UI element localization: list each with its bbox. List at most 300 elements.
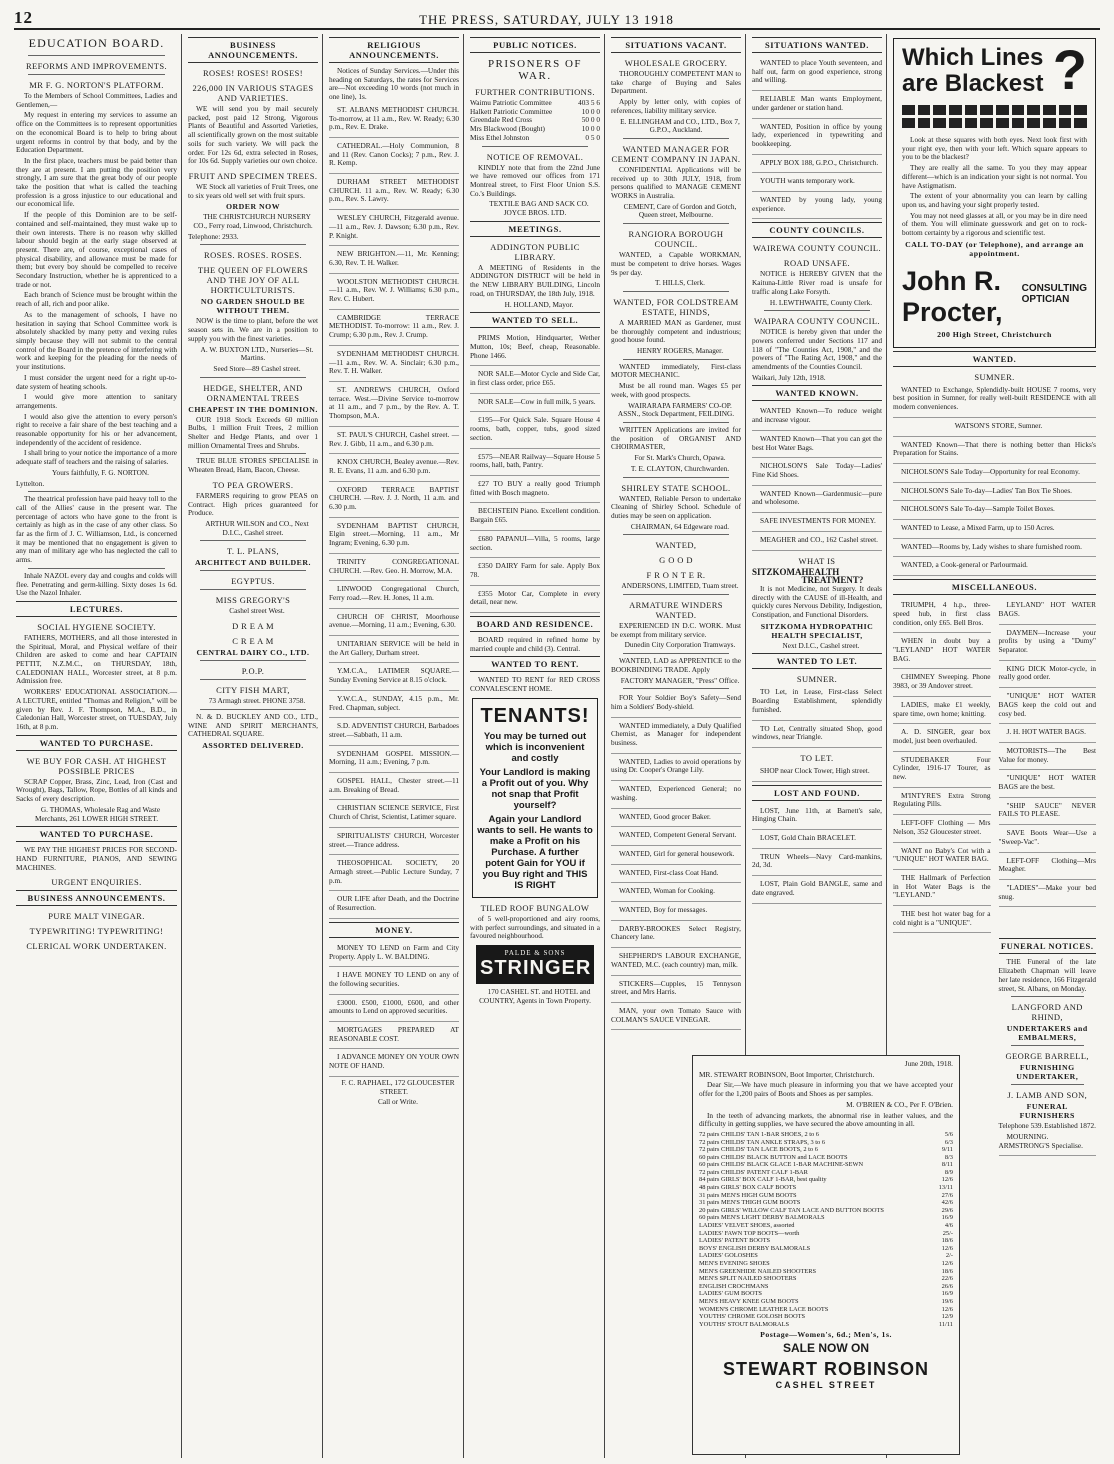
ad-signature: TEXTILE BAG AND SACK CO. JOYCE BROS. LTD. <box>489 199 589 218</box>
price-row <box>699 1245 953 1253</box>
list-item: DARBY-BROOKES Select Registry, Chancery lane. <box>611 923 741 948</box>
price-row <box>699 1207 953 1215</box>
list-item: WANTED, Position in office by young lady, experienced in typewriting and bookkeeping. <box>752 121 882 155</box>
price-value: 2/- <box>945 1252 953 1260</box>
price-value: 12/9 <box>941 1313 953 1321</box>
list-item: CHURCH OF CHRIST, Moorhouse avenue.—Morning, 11 a.m.; Evening, 6.30. <box>329 611 459 636</box>
price-item: 72 pairs CHILDS' TAN 1-BAR SHOES, 2 to 6 <box>699 1130 819 1138</box>
ad-text: A MEETING of Residents in the ADDINGTON DISTRICT will be held in the NEW LIBRARY BUILDING, Lincoln road, on THURSDAY, the 18th July, 1918. <box>470 262 600 298</box>
price-value: 4/6 <box>944 1222 953 1230</box>
price-value: 16/9 <box>941 1214 953 1222</box>
ad-text: of 5 well-proportioned and airy rooms, with perfect surroundings, and situated in a favoured neighbourhood. <box>470 913 600 941</box>
list-item: "SHIP SAUCE" NEVER FAILS TO PLEASE. <box>999 800 1097 825</box>
price-row <box>699 1192 953 1200</box>
section-heading-wanted-known: WANTED KNOWN. <box>752 385 882 401</box>
ad-text: You may not need glasses at all, or you may be in dire need of them. You will eliminate guesswork and get on to rock-bottom certainty by a rigorous and scientific test. <box>902 210 1087 238</box>
section-heading-wanted-to-sell: WANTED TO SELL. <box>470 312 600 328</box>
section-heading-situations-wanted: SITUATIONS WANTED. <box>752 37 882 53</box>
price-item: 48 pairs GIRLS' BOX CALF BOOTS <box>699 1184 797 1192</box>
caption: CALL TO-DAY (or Telephone), and arrange an appointment. <box>905 239 1084 258</box>
price-value: 8/3 <box>944 1153 953 1161</box>
ad-text: BOARD required in refined home by married couple and child (3). Central. <box>470 635 600 653</box>
ad-text: THOROUGHLY COMPETENT MAN to take charge of Buying and Sales Department. <box>611 69 741 96</box>
list-item: THE Hallmark of Perfection in Hot Water Bags is the "LEYLAND." <box>893 872 991 906</box>
price-item: YOUTHS' CHROME GOLOSH BOOTS <box>699 1313 806 1321</box>
ad-text: SCRAP Copper, Brass, Zinc, Lead, Iron (Cast and Wrought), Bags, Tallow, Rope, Bottles of all kinds and Sacks of every description. <box>16 776 177 804</box>
ad-signature: H. HOLLAND, Mayor. <box>504 299 574 309</box>
paragraph: The theatrical profession have paid heavy toll to the call of the Allies' cause in the present war. The percentage of actors who have gone to the front is certainly as high as in the case of any other class. So far as the firm of J. C. Williamson, Ltd., is concerned it may be mentioned that no engagement is given to any man of military age who has neglected the call to arms. <box>16 494 177 565</box>
price-row <box>699 1161 953 1169</box>
subheading: SUMNER. <box>974 371 1015 382</box>
price-item: LADIES' GUM BOOTS <box>699 1290 762 1298</box>
list-item: WANT no Baby's Cot with a "UNIQUE" HOT WATER BAG. <box>893 845 991 870</box>
list-item: FOR Your Soldier Boy's Safety—Send him a Soldiers' Body-shield. <box>611 692 741 717</box>
caption: FUNERAL FURNISHERS <box>1019 1102 1075 1121</box>
list-item: THE best hot water bag for a cold night is a "UNIQUE". <box>893 908 991 933</box>
list-item: £27 TO BUY a really good Triumph fitted with Bosch magneto. <box>470 478 600 503</box>
price-item: MEN'S HEAVY KNEE GUM BOOTS <box>699 1297 799 1305</box>
subheading: TO PEA GROWERS. <box>212 479 294 490</box>
list-item: WESLEY CHURCH, Fitzgerald avenue. —11 a.m., Rev. J. Dawson; 6.30 p.m., Rev. P. Knight. <box>329 212 459 246</box>
section-heading-public-notices: PUBLIC NOTICES. <box>470 37 600 53</box>
subheading: PURE MALT VINEGAR. <box>48 911 145 922</box>
list-item: WANTED to Lease, a Mixed Farm, up to 150 Acres. <box>893 522 1096 539</box>
ad-text: FARMERS requiring to grow PEAS on Contract. High prices guaranteed for Produce. <box>188 490 318 518</box>
list-item: WANTED, Ladies to avoid operations by using Dr. Cooper's Orange Lily. <box>611 756 741 781</box>
price-item: WOMEN'S CHROME LEATHER LACE BOOTS <box>699 1305 829 1313</box>
list-item: £3000. £500, £1000, £600, and other amounts to Lend on approved securities. <box>329 997 459 1022</box>
price-item: YOUTHS' STOUT BALMORALS <box>699 1320 790 1328</box>
list-item: WANTED Known—That you can get the best Hot Water Bags. <box>752 433 882 458</box>
list-item: WANTED to Exchange, Splendidly-built HOUSE 7 rooms, very best position in Sumner, for really well-built RESIDENCE with all modern conveniences. <box>893 384 1096 418</box>
price-row <box>699 1139 953 1147</box>
ad-text: CONFIDENTIAL Applications will be received up to 30th JULY, 1918, from persons qualified to MANAGE CEMENT WORKS in Australia. <box>611 164 741 201</box>
table-row: Miss Ethel Johnston 0 5 0 <box>470 132 600 142</box>
caption: UNDERTAKERS and EMBALMERS, <box>1006 1024 1088 1043</box>
list-item: NICHOLSON'S Sale To-day—Sample Toilet Boxes. <box>893 503 1096 520</box>
list-item: SHEPHERD'S LABOUR EXCHANGE, WANTED, M.C. (each country) man, milk. <box>611 950 741 975</box>
list-item: M'INTYRE'S Extra Strong Regulating Pills. <box>893 790 991 815</box>
ad-text: NOW is the time to plant, before the wet season sets in. We are in a position to supply you with the finest varieties. <box>188 316 318 343</box>
price-item: 60 pairs CHILDS' BLACK BUTTON and LACE BOOTS <box>699 1153 848 1161</box>
price-value: 5/6 <box>944 1130 953 1138</box>
question-mark: ? <box>1052 38 1087 101</box>
caption: NO GARDEN SHOULD BE WITHOUT THEM. <box>200 297 306 316</box>
price-row <box>699 1131 953 1139</box>
ad-signature: ANDERSONS, LIMITED, Tuam street. <box>621 581 739 591</box>
list-item: WOOLSTON METHODIST CHURCH.—11 a.m., Rev. W. J. Williams; 6.30 p.m., Rev. C. Hubert. <box>329 276 459 310</box>
paragraph: As to the management of schools, I have no hesitation in saying that School Committee work is absolutely shackled by many petty and vexing rules simply because they will not submit to the central control of the Board in the pretence of interfering with work and keeping for the pleading for the needs of your institutions. <box>16 309 177 372</box>
list-item: SYDENHAM METHODIST CHURCH.—11 a.m., Rev. W. A. Sinclair; 6.30 p.m., Rev. T. H. Walker. <box>329 348 459 382</box>
price-value: 8/11 <box>941 1161 953 1169</box>
list-item: MEAGHER and CO., 162 Cashel street. <box>752 534 882 551</box>
price-value: 18/6 <box>941 1267 953 1275</box>
ad-signature: A. W. BUXTON LTD., Nurseries—St. Martins. <box>200 344 314 363</box>
subheading: ARMATURE WINDERS WANTED. <box>629 600 723 621</box>
list-item: NOR SALE—Cow in full milk, 5 years. <box>470 396 600 413</box>
price-value: 12/6 <box>941 1305 953 1313</box>
section-heading-wanted-purchase-2: WANTED TO PURCHASE. <box>16 826 177 842</box>
caption: ARCHITECT AND BUILDER. <box>195 558 311 568</box>
paragraph: I would give more attention to sanitary arrangements. <box>16 392 177 410</box>
ad-text: WE Stock all varieties of Fruit Trees, one to six years old well set with fruit spurs. <box>188 181 318 200</box>
list-item: I HAVE MONEY TO LEND on any of the following securities. <box>329 969 459 994</box>
letter-body: Dear Sir,—We have much pleasure in informing you that we have accepted your offer for the 1,200 pairs of Boots and Shoes as per samples. <box>699 1080 953 1099</box>
section-heading-funeral: FUNERAL NOTICES. <box>999 938 1097 954</box>
price-item: 72 pairs CHILDS' TAN LACE BOOTS, 2 to 6 <box>699 1146 818 1154</box>
list-item: ST. ANDREW'S CHURCH, Oxford terrace. West.—Divine Service to-morrow at 11 a.m., and 7 p.m., by the Rev. A. T. Thompson, M.A. <box>329 384 459 427</box>
paragraph: I must consider the urgent need for a right up-to-date system of heating schools. <box>16 372 177 391</box>
price-row <box>699 1222 953 1230</box>
ad-text: NOTICE is hereby given that under the powers conferred under Sections 117 and 118 of "The Counties Act, 1908," and the powers of "The Rating Act, 1908," and the amendments of the Counties Council. <box>752 327 882 372</box>
list-item: WANTED, Good grocer Baker. <box>611 811 741 828</box>
price-value: 16/9 <box>941 1290 953 1298</box>
list-item: LOST, June 11th, at Barnett's sale, Hinging Chain. <box>752 805 882 830</box>
subheading: WE BUY FOR CASH. AT HIGHEST POSSIBLE PRICES <box>26 755 167 776</box>
ad-text: TRUE BLUE STORES SPECIALISE in Wheaten Bread, Ham, Bacon, Cheese. <box>188 456 318 475</box>
subheading: GEORGE BARRELL, <box>1005 1051 1089 1062</box>
price-item: MEN'S GREENHIDE NAILED SHOOTERS <box>699 1267 817 1275</box>
ad-signature: T. HILLS, Clerk. <box>655 278 705 288</box>
section-heading-miscellaneous: MISCELLANEOUS. <box>893 579 1096 595</box>
subheading: SHIRLEY STATE SCHOOL. <box>621 482 731 493</box>
list-item: TO Let, Centrally situated Shop, good windows, near Triangle. <box>752 723 882 748</box>
ad-signature: Dunedin City Corporation Tramways. <box>624 640 736 650</box>
subheading: FRUIT AND SPECIMEN TREES. <box>188 170 318 181</box>
ad-text: Look at these squares with both eyes. Next look first with your right eye, then with your left. Which square appears to you to be the blackest? <box>902 135 1087 162</box>
list-item: SAVE Boots Wear—Use a "Sweep-Vac". <box>999 827 1097 852</box>
list-item: NICHOLSON'S Sale Today—Opportunity for real Economy. <box>893 466 1096 483</box>
telephone-line: Telephone 539. Established 1872. <box>998 1121 1096 1131</box>
astigmatism-test-squares <box>902 105 1087 128</box>
list-item: UNITARIAN SERVICE will be held in the Art Gallery, Durham street. <box>329 638 459 663</box>
list-item: LINWOOD Congregational Church, Ferry road.—Rev. H. Jones, 11 a.m. <box>329 583 459 608</box>
list-item: WANTED to place Youth seventeen, and half out, farm on good experience, strong and willing. <box>752 57 882 91</box>
page-number: 12 <box>14 8 33 27</box>
list-item: ST. PAUL'S CHURCH, Cashel street. —Rev. J. Gibb, 11 a.m., and 6.30 p.m. <box>329 429 459 454</box>
ad-signature: H. LEWTHWAITE, County Clerk. <box>769 297 873 307</box>
subheading: 226,000 IN VARIOUS STAGES AND VARIETIES. <box>192 83 314 103</box>
section-heading-lost-found: LOST AND FOUND. <box>752 785 882 801</box>
subheading: LANGFORD AND RHIND, <box>1011 1002 1083 1023</box>
tenants-text: You may be turned out which is inconvenient and costly <box>483 730 587 764</box>
list-item: CHIMNEY Sweeping. Phone 3983, or 39 Andover street. <box>893 671 991 696</box>
price-row <box>699 1283 953 1291</box>
letter-to: MR. STEWART ROBINSON, Boot Importer, Christchurch. <box>699 1069 875 1079</box>
ad-text: WRITTEN Applications are invited for the position of ORGANIST AND CHOIRMASTER, <box>611 424 741 452</box>
heading-education-board: EDUCATION BOARD. <box>28 36 165 50</box>
paragraph: I shall bring to your notice the importance of a more adequate staff of teachers and the raising of salaries. <box>16 448 177 467</box>
subheading: ROSES! ROSES! ROSES! <box>202 68 304 78</box>
list-item: LOST, Plain Gold BANGLE, same and date engraved. <box>752 878 882 903</box>
subheading: TILED ROOF BUNGALOW <box>480 902 590 913</box>
price-value: 26/6 <box>941 1282 953 1290</box>
ad-text: KINDLY note that from the 22nd June we have removed our offices from 171 Montreal street, to First Floor Union S.S. Co.'s Buildings. <box>470 162 600 198</box>
list-item: WANTED, First-class Coat Hand. <box>611 867 741 884</box>
table-row: Halkett Patriotic Committee 10 0 0 <box>470 106 600 116</box>
price-row <box>699 1237 953 1245</box>
notice: Notices of Sunday Services.—Under this heading on Saturdays, the rates for Services are—Not exceeding 10 words (not much in one line), 1s. <box>329 66 459 102</box>
price-item: 72 pairs CHILDS' PATENT CALF 1-BAR <box>699 1168 808 1176</box>
subheading-platform: MR F. G. NORTON'S PLATFORM. <box>29 80 164 90</box>
ad-text: Next D.I.C., Cashel street. <box>782 640 860 650</box>
price-row <box>699 1321 953 1329</box>
ad-signature: E. ELLINGHAM and CO., LTD., Box 7, G.P.O., Auckland. <box>620 116 740 135</box>
subheading: C R E A M <box>232 636 274 647</box>
list-item: TRIUMPH, 4 h.p., three-speed hub, in first class condition, only £65. Bell Bros. <box>893 599 991 633</box>
price-value: 13/11 <box>938 1184 953 1192</box>
price-row <box>699 1260 953 1268</box>
ad-text: WANTED TO RENT for RED CROSS CONVALESCENT HOME. <box>470 675 600 694</box>
caption: FURNISHING UNDERTAKER, <box>1016 1063 1079 1082</box>
ad-text: It is not Medicine, not Surgery. It deals directly with the CAUSE of ill-Health, and quickly cures Nervous Debility, Indigestion, Constipation, and Functional Disorders. <box>752 583 882 620</box>
list-item: SAFE INVESTMENTS FOR MONEY. <box>752 515 882 532</box>
list-item: SHOP near Clock Tower, High street. <box>752 765 882 782</box>
list-item: WANTED, Experienced General; no washing. <box>611 783 741 808</box>
section-heading-lectures: LECTURES. <box>16 601 177 617</box>
column-1 <box>14 34 182 1458</box>
price-row <box>699 1298 953 1306</box>
price-row <box>699 1275 953 1283</box>
ad-signature: CHAIRMAN, 64 Edgeware road. <box>630 521 730 531</box>
caption: SITZKOMA HYDROPATHIC HEALTH SPECIALIST, <box>760 621 874 640</box>
list-item: LEFT-OFF Clothing — Mrs Nelson, 352 Gloucester street. <box>893 817 991 842</box>
subheading: TYPEWRITING! TYPEWRITING! <box>29 926 164 937</box>
section-heading-wanted: WANTED. <box>893 351 1096 367</box>
signature: Yours faithfully, F. G. NORTON. <box>52 467 149 477</box>
sale-now-on: SALE NOW ON <box>783 1341 869 1356</box>
ad-signature: FACTORY MANAGER, "Press" Office. <box>620 675 740 685</box>
price-row <box>699 1146 953 1154</box>
list-item: WANTED, a Cook-general or Parlourmaid. <box>893 559 1096 576</box>
ad-text: WE PAY THE HIGHEST PRICES FOR SECOND-HAND FURNITURE, PIANOS, AND SEWING MACHINES. <box>16 845 177 872</box>
subheading: EGYPTUS. <box>231 576 275 587</box>
price-item: LADIES' FAWN TOP BOOTS—worth <box>699 1229 800 1237</box>
list-item: £355 Motor Car, Complete in every detail, near new. <box>470 588 600 613</box>
ad-text: NOTICE is HEREBY GIVEN that the Kaituna-Little River road is unsafe for traffic along Lake Forsyth. <box>752 269 882 296</box>
price-list <box>699 1131 953 1328</box>
paragraph: If the people of this Dominion are to be self-contained and self-maintained, they must wake up to their own interests. There is no reason why skilled labour should begin at the early stage observed at present. There are, of course, exceptional cases of physical disability, and allowance must be made for them; but every boy should be compelled to receive Secondary Instruction, whether he is apprenticed to a trade or not. <box>16 210 177 289</box>
price-value: 12/6 <box>941 1244 953 1252</box>
list-item: TO Let, in Lease, First-class Select Boarding Establishment, splendidly furnished. <box>752 686 882 720</box>
section-heading-business-announcements: BUSINESS ANNOUNCEMENTS. <box>188 37 318 63</box>
ad-signature: THE CHRISTCHURCH NURSERY CO., Ferry road, Linwood, Christchurch. <box>193 212 313 231</box>
price-row <box>699 1252 953 1260</box>
subheading: WAIPARA COUNTY COUNCIL. <box>754 316 880 327</box>
list-item: LEYLAND" HOT WATER BAGS. <box>999 599 1097 624</box>
subheading: PRISONERS OF WAR. <box>487 58 583 82</box>
list-item: KNOX CHURCH, Bealey avenue.—Rev. R. E. Evans, 11 a.m. and 6.30 p.m. <box>329 456 459 481</box>
letter-date: June 20th, 1918. <box>904 1059 953 1068</box>
ad-signature: Waikari, July 12th, 1918. <box>752 372 826 382</box>
list-item: STICKERS—Cupples, 15 Tennyson street, and Mrs Harris. <box>611 978 741 1003</box>
list-item: APPLY BOX 188, G.P.O., Christchurch. <box>752 157 882 174</box>
list-item: J. H. HOT WATER BAGS. <box>999 726 1097 743</box>
list-item: MOURNING. ARMSTRONG'S Specialise. <box>999 1131 1097 1156</box>
list-item: S.D. ADVENTIST CHURCH, Barbadoes street.—Sabbath, 11 a.m. <box>329 720 459 745</box>
ad-signature: Seed Store—89 Cashel street. <box>213 363 301 373</box>
ad-text: Cashel street West. <box>229 606 285 616</box>
subheading: RANGIORA BOROUGH COUNCIL. <box>628 229 724 250</box>
sitzkoma-heading: SITZKOMA HEALTH TREATMENT? <box>752 566 864 586</box>
list-item: I ADVANCE MONEY ON YOUR OWN NOTE OF HAND. <box>329 1051 459 1076</box>
list-item: CATHEDRAL.—Holy Communion, 8 and 11 (Rev. Canon Cocks); 7 p.m., Rev. J. R. Kemp. <box>329 140 459 174</box>
subheading: CLERICAL WORK UNDERTAKEN. <box>26 941 167 952</box>
price-value: 8/9 <box>944 1168 953 1176</box>
section-heading-business: BUSINESS ANNOUNCEMENTS. <box>16 890 177 906</box>
ad-text: Call or Write. <box>378 1097 418 1107</box>
list-item: TRINITY CONGREGATIONAL CHURCH. —Rev. Geo. H. Morrow, M.A. <box>329 556 459 581</box>
price-item: 60 pairs MEN'S LIGHT DERBY BALMORALS <box>699 1214 825 1222</box>
stewart-robinson-advertisement <box>692 1055 960 1455</box>
subheading: ADDINGTON PUBLIC LIBRARY. <box>490 241 580 262</box>
list-item: Y.W.C.A., SUNDAY, 4.15 p.m., Mr. Fred. Chapman, subject. <box>329 693 459 718</box>
price-row <box>699 1230 953 1238</box>
list-item: £680 PAPANUI—Villa, 5 rooms, large section. <box>470 533 600 558</box>
price-item: MEN'S EVENING SHOES <box>699 1260 770 1268</box>
list-item: "LADIES"—Make your bed snug. <box>999 882 1097 907</box>
newspaper-dateline: THE PRESS, SATURDAY, JULY 13 1918 <box>419 12 674 27</box>
subheading: ROSES. ROSES. ROSES. <box>204 250 302 261</box>
ad-headline: Which Lines <box>902 44 1044 71</box>
ad-text: Must be all round man. Wages £5 per week, with good prospects. <box>611 381 741 399</box>
list-item: £195—For Quick Sale. Square House 4 rooms, bath, copper, tubs, good sized section. <box>470 414 600 448</box>
place: Lyttelton. <box>16 478 45 488</box>
letter-body: In the teeth of advancing markets, the abnormal rise in leather values, and the difficulty in getting supplies, we have secured the above amounting in all. <box>699 1110 953 1129</box>
ad-text: WE will send you by mail securely packed, post paid 12 Strong, Vigorous Plants of Beautiful and Assorted Varieties, all scientifically grown on the most suitable soils for such variety. We will pack the order. For 12s 6d, extra selected in Roses, for 10s 6d. Supply varieties our own choice. <box>188 104 318 166</box>
price-row <box>699 1306 953 1314</box>
ad-text: WANTED, Reliable Person to undertake Cleaning of Shirley School. Schedule of duties may be seen on application. <box>611 493 741 520</box>
ad-text: 73 Armagh street. PHONE 3758. <box>208 696 306 706</box>
list-item: "UNIQUE" HOT WATER BAGS keep the cold out and cosy bed. <box>999 690 1097 724</box>
subheading: WANTED MANAGER FOR CEMENT COMPANY IN JAPAN. <box>611 143 741 164</box>
list-item: MORTGAGES PREPARED AT REASONABLE COST. <box>329 1024 459 1049</box>
price-row <box>699 1268 953 1276</box>
price-value: 18/6 <box>941 1237 953 1245</box>
subheading: D R E A M <box>232 621 274 632</box>
ad-signature: T. E. CLAYTON, Churchwarden. <box>630 463 730 473</box>
list-item: £575—NEAR Railway—Square House 5 rooms, hall, bath, Pantry. <box>470 451 600 476</box>
price-value: 29/6 <box>941 1206 953 1214</box>
price-value: 9/11 <box>941 1146 953 1154</box>
price-item: MEN'S SPLIT NAILED SHOOTERS <box>699 1275 797 1283</box>
list-item: WANTED—Rooms by, Lady wishes to share furnished room. <box>893 541 1096 558</box>
price-value: 25/- <box>942 1229 953 1237</box>
list-item: CHRISTIAN SCIENCE SERVICE, First Church of Christ, Scientist, Latimer square. <box>329 802 459 827</box>
price-value: 12/6 <box>941 1176 953 1184</box>
price-row <box>699 1154 953 1162</box>
list-item: WANTED, Girl for general housework. <box>611 848 741 865</box>
price-value: 19/6 <box>941 1297 953 1305</box>
section-heading-wanted-to-let: WANTED TO LET. <box>752 653 882 669</box>
subheading: TO LET. <box>800 752 834 763</box>
column-3 <box>327 34 464 1458</box>
list-item: £350 DAIRY Farm for sale. Apply Box 78. <box>470 560 600 585</box>
ad-text: WANTED immediately, First-class MOTOR MECHANIC. <box>611 361 741 380</box>
price-value: 12/6 <box>941 1260 953 1268</box>
list-item: CAMBRIDGE TERRACE METHODIST. To-morrow: 11 a.m., Rev. J. Crump; 6.30 p.m., Rev. J. Crump. <box>329 312 459 346</box>
list-item: RELIABLE Man wants Employment, under gardener or station hand. <box>752 93 882 118</box>
section-heading-county-councils: COUNTY COUNCILS. <box>752 222 882 238</box>
price-row <box>699 1290 953 1298</box>
price-value: 27/6 <box>941 1191 953 1199</box>
tenants-text: Again your Landlord wants to sell. He wants to make a Profit on his Purchase. A further potent Gain for YOU if you Buy right and THIS IS RIGHT <box>477 813 593 891</box>
subheading: F R O N T E R. <box>646 570 706 581</box>
list-item: MAN, your own Tomato Sauce with COLMAN'S SAUCE VINEGAR. <box>611 1005 741 1030</box>
price-item: 31 pairs MEN'S HIGH GUM BOOTS <box>699 1191 797 1199</box>
ad-text: THE Funeral of the late Elizabeth Chapman will leave her late residence, 166 Fitzgerald street, St. Albans, on Monday. <box>998 957 1096 993</box>
section-heading-wanted-purchase: WANTED TO PURCHASE. <box>16 735 177 751</box>
optician-address: 200 High Street, Christchurch <box>937 329 1052 339</box>
subheading: URGENT ENQUIRIES. <box>51 877 142 888</box>
subheading: ROAD UNSAFE. <box>783 258 851 269</box>
list-item: NICHOLSON'S Sale To-day—Ladies' Tan Box Tie Shoes. <box>893 485 1096 502</box>
stringer-logo: PALDE & SONS STRINGER <box>476 945 594 984</box>
stewart-robinson-logo: STEWART ROBINSON CASHEL STREET <box>722 1359 929 1391</box>
caption: CENTRAL DAIRY CO., LTD. <box>196 648 310 658</box>
list-item: WANTED Known—Gardenmusic—pure and wholesome. <box>752 488 882 513</box>
list-item: LADIES, make £1 weekly, spare time, own home; knitting. <box>893 699 991 724</box>
subheading: G O O D <box>659 555 693 566</box>
list-item: NEW BRIGHTON.—11, Mr. Kenning; 6.30, Rev. T. H. Walker. <box>329 248 459 273</box>
subheading: FURTHER CONTRIBUTIONS. <box>475 87 595 97</box>
price-item: LADIES' GOLOSHES <box>699 1252 758 1260</box>
caption: ORDER NOW <box>225 202 281 212</box>
list-item: "UNIQUE" HOT WATER BAGS are the best. <box>999 772 1097 797</box>
caption: ASSORTED DELIVERED. <box>202 740 304 750</box>
list-item: WANTED immediately, a Duly Qualified Chemist, as Manager for independent business. <box>611 720 741 754</box>
ad-text: A MARRIED MAN as Gardener, must be thoroughly competent and industrious; good house found. <box>611 317 741 345</box>
paragraph: I would also give the attention to every person's right to receive a fair share of the best teaching and a reasonable opportunity for his or her advancement, independently of the accident of residence. <box>16 411 177 447</box>
tenants-advertisement <box>472 698 598 898</box>
price-value: 22/6 <box>941 1275 953 1283</box>
section-heading-situations-vacant: SITUATIONS VACANT. <box>611 37 741 53</box>
section-heading-money: MONEY. <box>329 922 459 938</box>
column-2 <box>186 34 323 1458</box>
price-row <box>699 1214 953 1222</box>
ad-text: Apply by letter only, with copies of references, liability military service. <box>611 97 741 115</box>
list-item: SYDENHAM GOSPEL MISSION.—Morning, 11 a.m.; Evening, 7 p.m. <box>329 748 459 773</box>
list-item: MOTORISTS—The Best Value for money. <box>999 745 1097 770</box>
column-4 <box>468 34 605 1458</box>
list-item: A. D. SINGER, gear box model, just been overhauled. <box>893 726 991 751</box>
list-item: Y.M.C.A., LATIMER SQUARE.—Sunday Evening Service at 8.15 o'clock. <box>329 665 459 690</box>
list-item: NICHOLSON'S Sale Today—Ladies' Fine Kid Shoes. <box>752 460 882 485</box>
paragraph: Inhale NAZOL every day and coughs and colds will flee. Penetrating and germ-killing. Sixty doses 1s 6d. Use the Nazol Inhaler. <box>16 570 177 598</box>
subheading: NOTICE OF REMOVAL. <box>486 151 584 162</box>
ad-text: WANTED, a Capable WORKMAN, must be competent to drive horses. Wages 9s per day. <box>611 250 741 277</box>
subheading: P.O.P. <box>241 666 265 677</box>
subheading: J. LAMB AND SON, <box>1007 1090 1088 1101</box>
price-item: 84 pairs GIRLS' BOX CALF 1-BAR, best quality <box>699 1176 827 1184</box>
price-item: LADIES' VELVET SHOES, assorted <box>699 1222 795 1230</box>
section-heading-board: BOARD AND RESIDENCE. <box>470 616 600 632</box>
ad-text: The extent of your abnormality you can learn by calling upon us, and having your sight properly tested. <box>902 191 1087 209</box>
table-row: Mrs Blackwood (Bought) 10 0 0 <box>470 124 600 134</box>
price-item: BOYS' ENGLISH DERBY BALMORALS <box>699 1244 811 1252</box>
list-item: OUR LIFE after Death, and the Doctrine of Resurrection. <box>329 893 459 918</box>
list-item: WANTED Known—To reduce weight and increase vigour. <box>752 405 882 430</box>
list-item: WATSON'S STORE, Sumner. <box>893 420 1096 437</box>
price-item: 60 pairs CHILDS' BLACK GLACE 1-BAR MACHINE-SEWN <box>699 1161 864 1169</box>
paragraph: In the first place, teachers must be paid better than they are at present. I am putting the position very strongly, I am sure that the great body of our people take the position that what is called the teaching profession is a gross injustice to our educational and our economical life. <box>16 155 177 209</box>
subheading: WANTED, FOR COLDSTREAM ESTATE, HINDS, <box>613 296 739 317</box>
price-row <box>699 1176 953 1184</box>
price-item: LADIES' PATENT BOOTS <box>699 1237 771 1245</box>
subheading: WHAT IS <box>798 555 836 566</box>
list-item: PRIMS Motion, Hindquarter, Wether Mutton, 10s; Beef, cheap, Reasonable. Phone 1466. <box>470 332 600 366</box>
lecture-ad: FATHERS, MOTHERS, and all those interested in the Spiritual, Moral, and Physical welfare of their Children are asked to come and hear CAPTAIN PETTIT, N.Z.M.C., on THURSDAY, 18th, CALEDONIAN HALL, Worcester street, at 8 p.m. Admission free. <box>16 632 177 686</box>
